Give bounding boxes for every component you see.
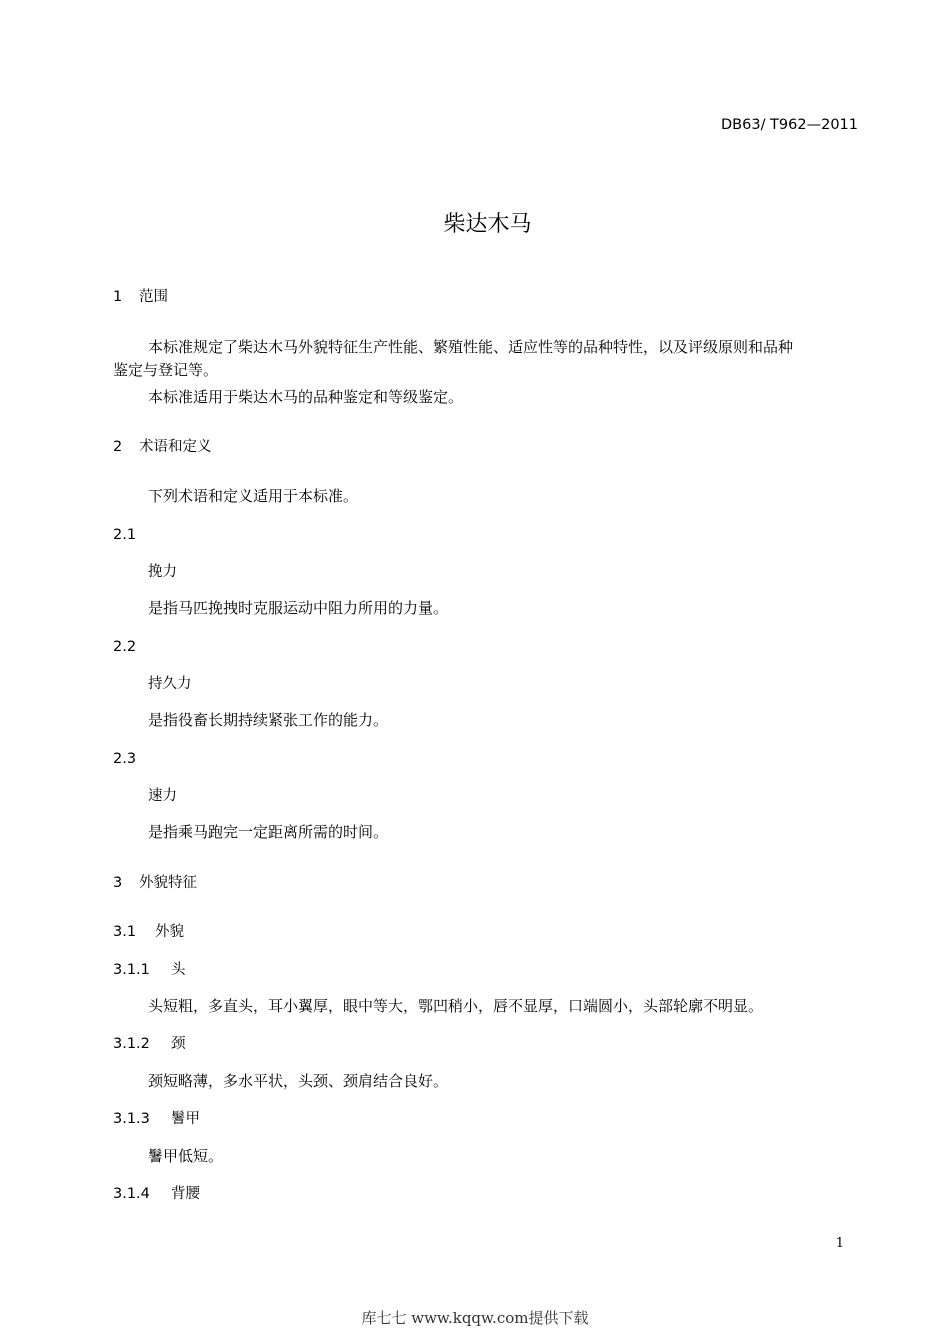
term-definition: 是指乘马跑完一定距离所需的时间。 xyxy=(148,823,389,841)
footer-watermark: 库七七 www.kqqw.com提供下载 xyxy=(361,1309,589,1327)
clause-text: 鬐甲低短。 xyxy=(148,1147,224,1165)
clause-heading: 3.1.2 颈 xyxy=(113,1036,186,1052)
scope-paragraph-2: 本标准适用于柴达木马的品种鉴定和等级鉴定。 xyxy=(148,388,464,406)
term-number: 2.2 xyxy=(113,639,137,655)
page-title: 柴达木马 xyxy=(443,212,532,237)
page-number: 1 xyxy=(835,1236,844,1251)
clause-heading: 3.1.3 鬐甲 xyxy=(113,1111,200,1127)
term-definition: 是指役畜长期持续紧张工作的能力。 xyxy=(148,711,389,729)
clause-heading: 3.1.1 头 xyxy=(113,962,186,978)
clause-text: 颈短略薄，多水平状，头颈、颈肩结合良好。 xyxy=(148,1072,449,1090)
term-name: 挽力 xyxy=(148,564,177,580)
scope-paragraph-1-cont: 鉴定与登记等。 xyxy=(113,361,219,379)
term-number: 2.1 xyxy=(113,527,137,543)
clause-heading: 3.1.4 背腰 xyxy=(113,1186,200,1202)
terms-intro: 下列术语和定义适用于本标准。 xyxy=(148,487,359,505)
term-definition: 是指马匹挽拽时克服运动中阻力所用的力量。 xyxy=(148,599,449,617)
section-heading-2: 2 术语和定义 xyxy=(113,439,212,455)
document-code: DB63/ T962—2011 xyxy=(721,117,858,133)
section-heading-3: 3 外貌特征 xyxy=(113,875,197,891)
clause-text: 头短粗，多直头，耳小翼厚，眼中等大，鄂凹稍小，唇不显厚，口端圆小，头部轮廓不明显。 xyxy=(148,997,764,1015)
section-heading-1: 1 范围 xyxy=(113,289,168,305)
term-name: 速力 xyxy=(148,788,177,804)
term-name: 持久力 xyxy=(148,676,192,692)
term-number: 2.3 xyxy=(113,751,137,767)
scope-paragraph-1: 本标准规定了柴达木马外貌特征生产性能、繁殖性能、适应性等的品种特性，以及评级原则和品种 xyxy=(148,338,794,356)
subsection-heading: 3.1 外貌 xyxy=(113,924,184,940)
